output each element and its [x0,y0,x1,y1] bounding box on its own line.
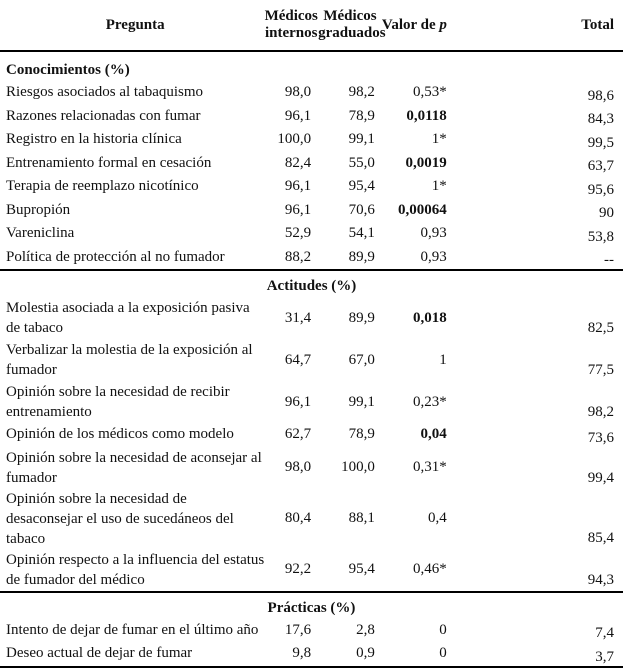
header-row [0,0,623,51]
question-cell: Verbalizar la molestia de la exposición al fumador [6,342,253,378]
table-row [0,152,623,176]
p-value-cell: 0,93 [382,246,453,271]
p-value-cell: 1 [439,351,447,368]
total-cell: -- [453,246,623,271]
section-title: Conocimientos (%) [6,62,130,78]
table-row [0,175,623,199]
internos-cell: 92,2 [264,549,318,592]
total-cell: 98,6 [587,87,614,104]
table-row [0,105,623,129]
internos-cell: 82,4 [284,154,312,171]
total-cell: 63,7 [587,158,614,174]
p-value-cell: 0 [439,621,447,638]
question-cell: Opinión sobre la necesidad de recibir entrenamiento [6,384,230,420]
internos-cell: 96,1 [284,107,312,124]
question-cell: Opinión sobre la necesidad de desaconsejar el uso de sucedáneos del tabaco [6,490,234,547]
total-cell: 53,8 [587,228,614,245]
question-cell: Opinión respecto a la influencia del estatus de fumador del médico [0,549,264,592]
valor-p-var: p [439,16,447,33]
question-cell: Intento de dejar de fumar en el último año [6,621,259,638]
p-value-cell: 0 [382,642,453,667]
internos-cell: 96,1 [284,178,312,195]
section-header-row [0,592,623,619]
total-cell: 7,4 [595,625,614,641]
table-row [0,642,623,667]
graduados-cell: 95,4 [348,178,375,195]
internos-cell: 80,4 [284,510,312,526]
question-cell: Registro en la historia clínica [6,131,182,148]
header-total: Total [581,16,614,33]
question-cell: Terapia de reemplazo nicotínico [6,178,199,195]
internos-cell: 98,0 [284,459,312,475]
total-cell: 85,4 [587,529,614,546]
total-cell: 77,5 [587,362,614,378]
table-row [0,297,623,339]
table-row [0,489,623,549]
graduados-cell: 54,1 [348,225,375,242]
table-row [0,619,623,643]
internos-cell: 17,6 [284,621,312,638]
total-cell: 99,5 [587,134,614,151]
total-cell: 95,6 [587,181,614,198]
graduados-cell: 99,1 [348,393,375,410]
internos-cell: 100,0 [277,131,312,148]
total-cell: 94,3 [453,549,623,592]
total-cell: 99,4 [587,469,614,486]
total-cell: 82,5 [587,320,614,336]
p-value-cell: 0,53* [413,84,447,101]
table-row [0,447,623,489]
internos-cell: 64,7 [284,351,312,368]
table-row [0,199,623,223]
internos-cell: 31,4 [284,309,312,326]
section-title: Actitudes (%) [266,278,357,294]
p-value-cell: 0,018 [413,309,447,326]
p-value-cell: 1* [431,131,447,148]
p-value-cell: 0,0019 [405,154,447,171]
internos-cell: 52,9 [284,225,312,242]
header-internos: Médicos internos [264,8,318,41]
question-cell: Bupropión [6,201,71,218]
question-cell: Razones relacionadas con fumar [6,107,201,124]
p-value-cell: 0,23* [413,393,447,410]
graduados-cell: 78,9 [348,107,375,124]
table-row [0,549,623,592]
total-cell: 73,6 [587,429,614,446]
question-cell: Riesgos asociados al tabaquismo [6,84,204,101]
p-value-cell: 0,31* [413,459,447,475]
graduados-cell: 0,9 [318,642,382,667]
graduados-cell: 78,9 [348,426,375,443]
graduados-cell: 100,0 [341,459,375,475]
section-title: Prácticas (%) [267,599,356,616]
question-cell: Opinión de los médicos como modelo [6,426,234,443]
internos-cell: 62,7 [284,426,312,443]
question-cell: Opinión sobre la necesidad de aconsejar al fumador [6,449,262,486]
table-row [0,339,623,381]
question-cell: Entrenamiento formal en cesación [6,154,212,171]
internos-cell: 96,1 [284,393,312,410]
p-value-cell: 0,00064 [398,201,447,218]
header-pregunta: Pregunta [105,16,165,33]
valor-p-prefix: Valor de [381,16,440,33]
graduados-cell: 89,9 [318,246,382,271]
table-body [0,51,623,667]
p-value-cell: 0,04 [420,426,447,443]
graduados-cell: 88,1 [348,510,375,526]
graduados-cell: 99,1 [348,131,375,148]
question-cell: Política de protección al no fumador [0,246,264,271]
section-header-row [0,51,623,81]
graduados-cell: 55,0 [348,154,375,171]
table-row [0,222,623,246]
graduados-cell: 95,4 [318,549,382,592]
table-row [0,246,623,271]
graduados-cell: 98,2 [348,84,375,101]
total-cell: 84,3 [587,111,614,127]
total-cell: 3,7 [453,642,623,667]
p-value-cell: 0,0118 [406,107,447,124]
graduados-cell: 2,8 [356,621,375,638]
total-cell: 90 [599,205,614,221]
p-value-cell: 0,4 [428,510,447,526]
graduados-cell: 70,6 [348,201,375,218]
section-header-row [0,270,623,297]
table-row [0,81,623,105]
table-row [0,423,623,447]
question-cell: Deseo actual de dejar de fumar [0,642,264,667]
p-value-cell: 0,46* [382,549,453,592]
p-value-cell: 0,93 [420,225,447,242]
total-cell: 98,2 [587,404,614,420]
question-cell: Vareniclina [6,225,75,242]
graduados-cell: 89,9 [348,309,375,326]
internos-cell: 98,0 [284,84,312,101]
internos-cell: 9,8 [264,642,318,667]
question-cell: Molestia asociada a la exposición pasiva de tabaco [6,300,250,336]
p-value-cell: 1* [431,178,447,195]
table-row [0,381,623,423]
table-row [0,128,623,152]
graduados-cell: 67,0 [348,351,375,368]
internos-cell: 96,1 [284,201,312,218]
header-graduados: Médicos graduados [318,8,386,41]
header-valor-p [382,0,453,51]
internos-cell: 88,2 [264,246,318,271]
